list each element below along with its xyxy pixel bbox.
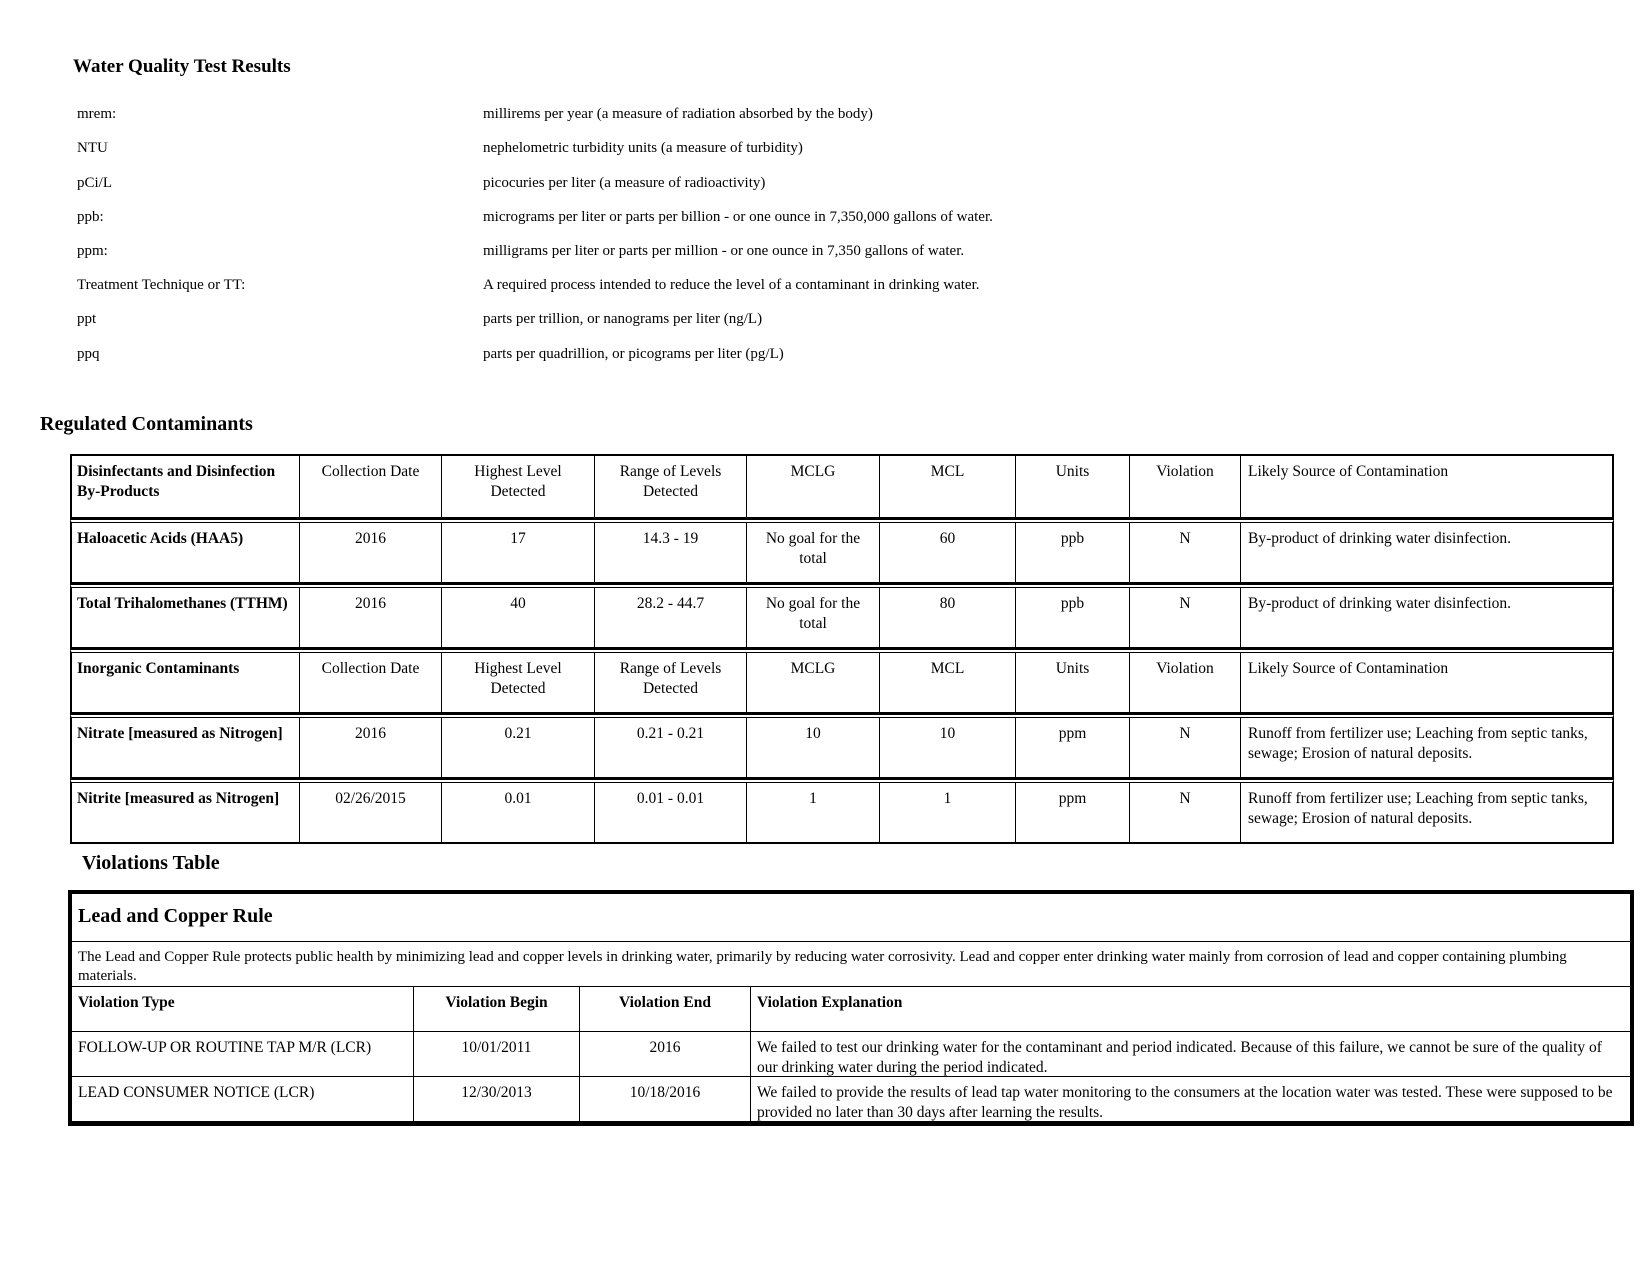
table-cell: MCL — [879, 653, 1015, 712]
definition-term: pCi/L — [77, 175, 113, 191]
table-cell: Nitrate [measured as Nitrogen] — [77, 725, 283, 742]
table-cell: Inorganic Contaminants — [77, 660, 240, 677]
table-cell: ppm — [1015, 783, 1129, 842]
table-cell: 10 — [746, 718, 879, 777]
table-cell: LEAD CONSUMER NOTICE (LCR) — [78, 1084, 315, 1101]
table-cell: 0.21 — [441, 718, 594, 777]
definition-term: mrem: — [77, 106, 117, 122]
table-cell: Collection Date — [299, 653, 441, 712]
definition-text: micrograms per liter or parts per billion - or one ounce in 7,350,000 gallons of water. — [483, 209, 993, 225]
table-cell: ppm — [1015, 718, 1129, 777]
definition-text: picocuries per liter (a measure of radioactivity) — [483, 175, 766, 191]
table-cell: Highest Level Detected — [441, 456, 594, 517]
table-cell: FOLLOW-UP OR ROUTINE TAP M/R (LCR) — [78, 1039, 372, 1056]
table-cell: By-product of drinking water disinfection. — [1240, 588, 1612, 647]
table-cell: 10 — [879, 718, 1015, 777]
lead-copper-rule-description: The Lead and Copper Rule protects public health by minimizing lead and copper levels in drinking water, primarily by reducing water corrosivity. Lead and copper enter drinking water mainly from corrosion of lead and copper containing plumbing materials. — [72, 942, 1630, 987]
table-cell: 14.3 - 19 — [594, 523, 746, 582]
table-cell: 12/30/2013 — [413, 1077, 579, 1121]
table-cell: 28.2 - 44.7 — [594, 588, 746, 647]
table-cell: ppb — [1015, 588, 1129, 647]
table-cell: Runoff from fertilizer use; Leaching from septic tanks, sewage; Erosion of natural deposits. — [1240, 783, 1612, 842]
table-cell: ppb — [1015, 523, 1129, 582]
table-row — [70, 584, 1614, 649]
definition-text: parts per trillion, or nanograms per liter (ng/L) — [483, 311, 763, 327]
table-row — [70, 519, 1614, 584]
regulated-contaminants-title: Regulated Contaminants — [40, 413, 253, 435]
table-cell: Units — [1015, 653, 1129, 712]
table-header-row — [70, 649, 1614, 714]
table-row — [70, 779, 1614, 844]
table-cell: 0.01 — [441, 783, 594, 842]
table-cell: Highest Level Detected — [441, 653, 594, 712]
table-cell: 2016 — [299, 523, 441, 582]
table-cell: 2016 — [299, 718, 441, 777]
table-cell: By-product of drinking water disinfection. — [1240, 523, 1612, 582]
definition-term: ppm: — [77, 243, 108, 259]
table-cell: Total Trihalomethanes (TTHM) — [77, 595, 288, 612]
violations-table — [68, 890, 1634, 1126]
lead-copper-rule-title: Lead and Copper Rule — [72, 894, 1630, 942]
table-cell: N — [1129, 588, 1240, 647]
table-row — [72, 1032, 1630, 1077]
definition-text: millirems per year (a measure of radiation absorbed by the body) — [483, 106, 873, 122]
table-cell: Disinfectants and Disinfection By-Products — [77, 463, 276, 500]
table-cell: MCLG — [746, 653, 879, 712]
table-cell: 1 — [746, 783, 879, 842]
table-cell: 10/01/2011 — [413, 1032, 579, 1076]
definition-text: parts per quadrillion, or picograms per liter (pg/L) — [483, 346, 784, 362]
page-title: Water Quality Test Results — [73, 56, 291, 77]
table-cell: 2016 — [299, 588, 441, 647]
definition-text: milligrams per liter or parts per million - or one ounce in 7,350 gallons of water. — [483, 243, 965, 259]
table-cell: 02/26/2015 — [299, 783, 441, 842]
table-cell: N — [1129, 783, 1240, 842]
table-cell: We failed to test our drinking water for the contaminant and period indicated. Because of this failure, we cannot be sure of the quality of our drinking water during the period indicated. — [750, 1032, 1630, 1076]
table-cell: 10/18/2016 — [579, 1077, 750, 1121]
table-cell: Violation — [1129, 653, 1240, 712]
definition-term: ppt — [77, 311, 97, 327]
definition-term: ppq — [77, 346, 100, 362]
table-cell: MCLG — [746, 456, 879, 517]
table-cell: 1 — [879, 783, 1015, 842]
definition-term: Treatment Technique or TT: — [77, 277, 246, 293]
table-cell: No goal for the total — [746, 523, 879, 582]
table-cell: 60 — [879, 523, 1015, 582]
table-cell: Collection Date — [299, 456, 441, 517]
violations-table-title: Violations Table — [82, 852, 220, 874]
table-cell: Nitrite [measured as Nitrogen] — [77, 790, 280, 807]
table-cell: Likely Source of Contamination — [1240, 456, 1612, 517]
table-header-row — [70, 454, 1614, 519]
table-cell: 80 — [879, 588, 1015, 647]
table-cell: Violation Explanation — [750, 987, 1630, 1031]
table-cell: Haloacetic Acids (HAA5) — [77, 530, 244, 547]
table-cell: MCL — [879, 456, 1015, 517]
table-cell: Runoff from fertilizer use; Leaching from septic tanks, sewage; Erosion of natural deposits. — [1240, 718, 1612, 777]
table-cell: 0.21 - 0.21 — [594, 718, 746, 777]
table-cell: Units — [1015, 456, 1129, 517]
table-row — [72, 1077, 1630, 1121]
definition-text: nephelometric turbidity units (a measure of turbidity) — [483, 140, 803, 156]
table-cell: Violation Type — [78, 994, 175, 1011]
definition-term: NTU — [77, 140, 108, 156]
table-cell: N — [1129, 523, 1240, 582]
table-cell: 40 — [441, 588, 594, 647]
table-cell: Range of Levels Detected — [594, 456, 746, 517]
table-row — [70, 714, 1614, 779]
table-cell: Likely Source of Contamination — [1240, 653, 1612, 712]
table-cell: Range of Levels Detected — [594, 653, 746, 712]
table-cell: N — [1129, 718, 1240, 777]
table-cell: Violation End — [579, 987, 750, 1031]
table-cell: 17 — [441, 523, 594, 582]
definition-text: A required process intended to reduce the level of a contaminant in drinking water. — [483, 277, 980, 293]
table-header-row — [72, 987, 1630, 1032]
contaminants-table — [70, 454, 1614, 844]
table-cell: No goal for the total — [746, 588, 879, 647]
table-cell: 0.01 - 0.01 — [594, 783, 746, 842]
table-cell: Violation Begin — [413, 987, 579, 1031]
table-cell: 2016 — [579, 1032, 750, 1076]
table-cell: Violation — [1129, 456, 1240, 517]
table-cell: We failed to provide the results of lead tap water monitoring to the consumers at the location water was tested. These were supposed to be provided no later than 30 days after learning the results. — [750, 1077, 1630, 1121]
definition-term: ppb: — [77, 209, 104, 225]
